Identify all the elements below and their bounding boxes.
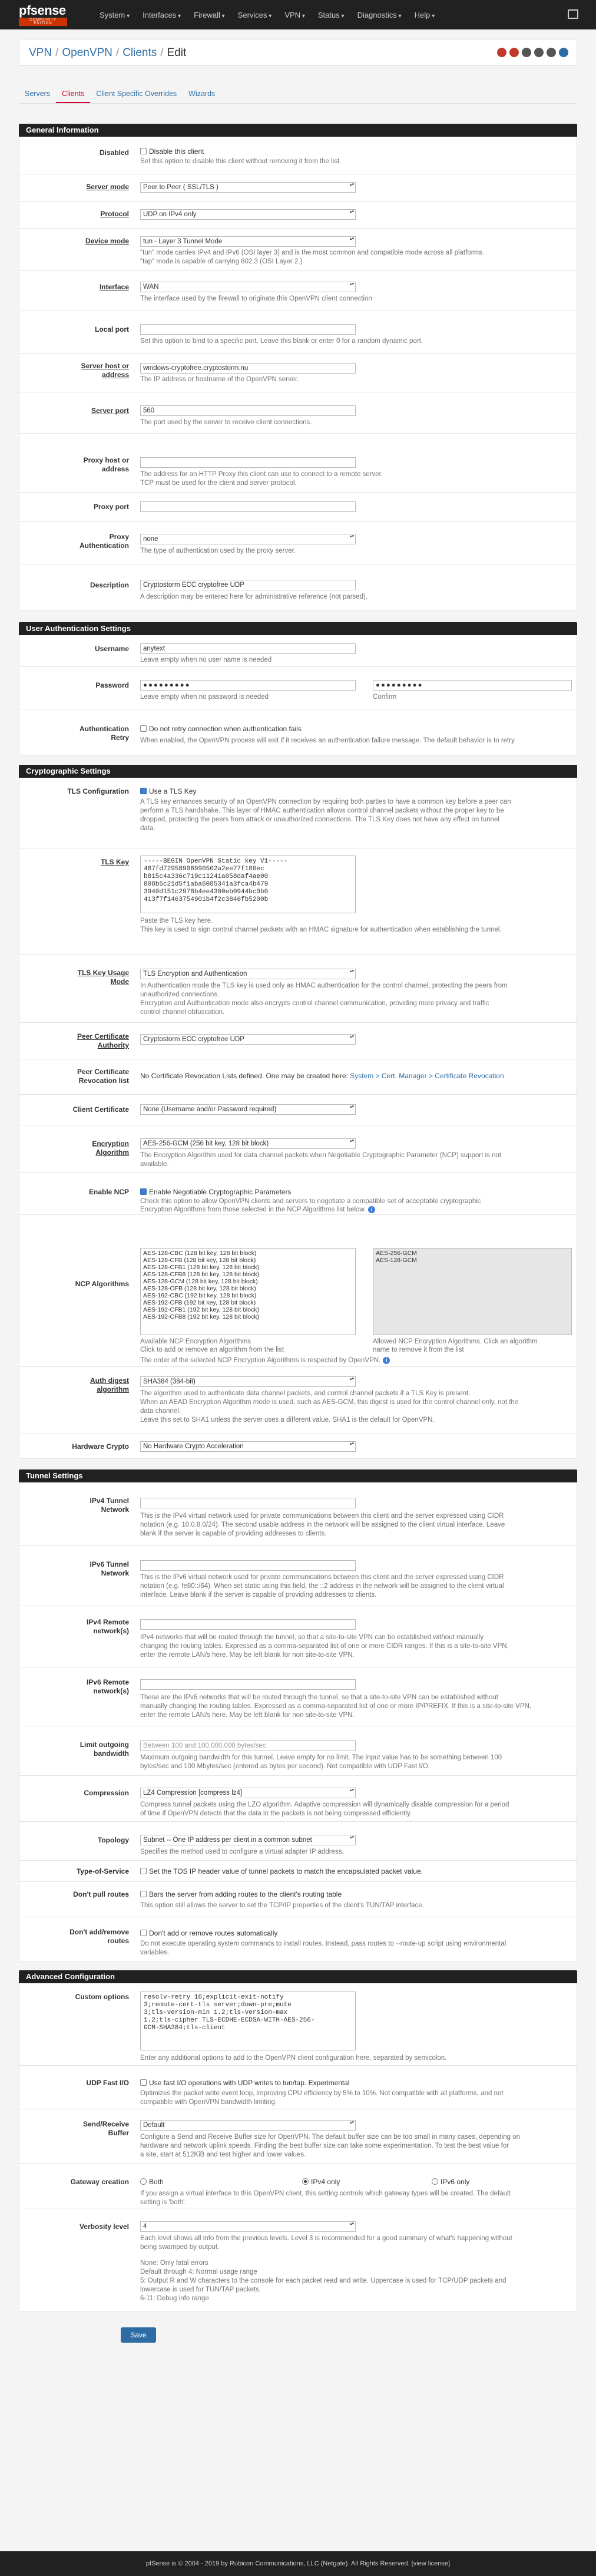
- tls-key-row: TLS Key -----BEGIN OpenVPN Static key V1----- 487fd72958906990502a2ee77f180ec b815c4a336c719c11241a058daf4ae00 808b5c21d5f1aba6085341a3fca4b479 3940d151c2978b4ee4300eb0944bc0b0 413f7f1463754901b4f2c3846fb5200b Paste the TLS key here. This key is used to sign control channel packets with an HMAC signature for authentication when establishing the tunnel.: [19, 848, 577, 955]
- proxy-auth-select[interactable]: none ▴▾: [140, 534, 356, 544]
- breadcrumb-edit: Edit: [167, 47, 187, 59]
- auth-retry-row: Authentication Retry Do not retry connection when authentication fails When enabled, the OpenVPN process will exit if it receives an authentication failure message. The default behavior is to retry.: [19, 709, 577, 755]
- dont-add-routes-row: Don't add/remove routes Don't add or remove routes automatically Do not execute operating system commands to install routes. Instead, pass routes to --route-up script using environmental variables.: [19, 1917, 577, 1962]
- dont-pull-routes-checkbox[interactable]: Bars the server from adding routes to the client's routing table: [140, 1890, 342, 1898]
- client-cert-row: Client Certificate None (Username and/or Password required) ▴▾: [19, 1095, 577, 1125]
- list-item[interactable]: AES-128-GCM (128 bit key, 128 bit block): [143, 1278, 258, 1285]
- topology-select[interactable]: Subnet -- One IP address per client in a common subnet ▴▾: [140, 1835, 356, 1845]
- list-item[interactable]: AES-128-OFB (128 bit key, 128 bit block): [143, 1285, 256, 1292]
- enable-ncp-checkbox[interactable]: Enable Negotiable Cryptographic Parameters: [140, 1188, 291, 1196]
- disabled-checkbox[interactable]: Disable this client: [140, 147, 204, 156]
- list-item[interactable]: AES-128-CBC (128 bit key, 128 bit block): [143, 1250, 257, 1257]
- service-status-icon[interactable]: [497, 48, 506, 57]
- custom-options-textarea[interactable]: resolv-retry 16;explicit-exit-notify 3;remote-cert-tls server;down-pre;mute 3;tls-version-min 1.2;tls-version-max 1.2;tls-cipher TLS-ECDHE-ECDSA-WITH-AES-256- GCM-SHA384;tls-client: [140, 1992, 356, 2050]
- proxy-port-input[interactable]: [140, 501, 356, 512]
- ipv4-remote-network-row: IPv4 Remote network(s) IPv4 networks that will be routed through the tunnel, so that a site-to-site VPN can be established without manually changing the routing tables. Expressed as a comma-separated list of one or more CIDR ranges. If this is a site-to-site VPN, enter the remote LAN/s here. May be left blank for non site-to-site VPN.: [19, 1606, 577, 1667]
- ipv6-tunnel-network-row: IPv6 Tunnel Network This is the IPv6 virtual network used for private communications between this client and the server expressed using CIDR notation (e.g. fe80::/64). When set static using this field, the ::2 address in the network will be assigned to the client virtual interface. Leave blank if the server is capable of providing addresses to clients.: [19, 1546, 577, 1606]
- menu-system[interactable]: System ▾: [93, 11, 136, 19]
- auth-digest-select[interactable]: SHA384 (384-bit) ▴▾: [140, 1376, 356, 1387]
- general-information-header: General Information: [19, 124, 577, 137]
- ipv6-tunnel-network-input[interactable]: [140, 1560, 356, 1571]
- breadcrumb-openvpn[interactable]: OpenVPN: [62, 47, 112, 59]
- tls-config-row: TLS Configuration Use a TLS Key A TLS key enhances security of an OpenVPN connection by requiring both parties to have a common key before a peer can perform a TLS handshake. This layer of HMAC authentication allows control channel packets without the proper key to be dropped, protecting the peers from attack or unauthorized connections. The TLS Key does not have any effect on tunnel data.: [19, 778, 577, 848]
- verbosity-select[interactable]: 4 ▴▾: [140, 2221, 356, 2232]
- interface-row: Interface WAN ▴▾ The interface used by the firewall to originate this OpenVPN client connection: [19, 271, 577, 311]
- pfsense-logo[interactable]: pfsense COMMUNITY EDITION: [19, 4, 90, 26]
- dont-add-routes-checkbox[interactable]: Don't add or remove routes automatically: [140, 1929, 277, 1937]
- encryption-algorithm-select[interactable]: AES-256-GCM (256 bit key, 128 bit block) ▴▾: [140, 1138, 356, 1149]
- tab-client-specific-overrides[interactable]: Client Specific Overrides: [96, 90, 177, 98]
- tls-key-usage-row: TLS Key Usage Mode TLS Encryption and Authentication ▴▾ In Authentication mode the TLS key is used only as HMAC authentication for the control channel, protecting the peers from unauthorized connections. Encryption and Authentication mode also encrypts control channel communication, providing more privacy and traffic control channel obfuscation.: [19, 955, 577, 1023]
- password-confirm-input[interactable]: ●●●●●●●●●: [373, 680, 572, 691]
- gateway-creation-row: Gateway creation Both IPv4 only IPv6 only If you assign a virtual interface to this OpenVPN client, this setting controls which gateway types will be created. The default setting is 'both'.: [19, 2164, 577, 2208]
- breadcrumb-bar: [19, 39, 577, 66]
- menu-services[interactable]: Services ▾: [231, 11, 279, 19]
- tab-servers[interactable]: Servers: [25, 90, 51, 98]
- menu-interfaces[interactable]: Interfaces ▾: [136, 11, 187, 19]
- hardware-crypto-select[interactable]: No Hardware Crypto Acceleration ▴▾: [140, 1441, 356, 1452]
- description-input[interactable]: Cryptostorm ECC cryptofree UDP: [140, 580, 356, 590]
- gateway-ipv4-radio[interactable]: IPv4 only: [302, 2178, 340, 2186]
- send-receive-buffer-select[interactable]: Default ▴▾: [140, 2120, 356, 2131]
- advanced-config-header: Advanced Configuration: [19, 1970, 577, 1983]
- list-item[interactable]: AES-256-GCM: [376, 1250, 418, 1257]
- ncp-available-list[interactable]: [140, 1248, 356, 1335]
- verbosity-row: Verbosity level 4 ▴▾ Each level shows all info from the previous levels. Level 3 is recommended for a good summary of what's happening without being swamped by output. None: Only fatal errors Default through 4: Normal usage range 5: Output R and W characters to the console for each packet read and write. Uppercase is used for TCP/UDP packets and lowercase is used for TUN/TAP packets. 6-11: Debug info range: [19, 2208, 577, 2312]
- info-icon[interactable]: i: [368, 1206, 375, 1213]
- device-mode-select[interactable]: tun - Layer 3 Tunnel Mode ▴▾: [140, 236, 356, 247]
- ipv4-tunnel-network-row: IPv4 Tunnel Network This is the IPv4 virtual network used for private communications between this client and the server expressed using CIDR notation (e.g. 10.0.8.0/24). The second usable address in the network will be assigned to the client virtual interface. Leave blank if the server is capable of providing addresses to clients.: [19, 1482, 577, 1546]
- bandwidth-row: Limit outgoing bandwidth Between 100 and 100,000,000 bytes/sec Maximum outgoing bandwidth for this tunnel. Leave empty for no limit. The input value has to be something between 100 bytes/sec and 100 Mbytes/sec (entered as bytes per second). Not compatible with UDP Fast I/O.: [19, 1726, 577, 1776]
- menu-firewall[interactable]: Firewall ▾: [187, 11, 231, 19]
- server-mode-select[interactable]: Peer to Peer ( SSL/TLS ) ▴▾: [140, 182, 356, 193]
- local-port-row: Local port Set this option to bind to a specific port. Leave this blank or enter 0 for a random dynamic port.: [19, 311, 577, 354]
- ipv6-remote-network-row: IPv6 Remote network(s) These are the IPv6 networks that will be routed through the tunnel, so that a site-to-site VPN can be established without manually changing the routing tables. Expressed as a comma-separated list of one or more IP/PREFIX. If this is a site-to-site VPN, enter the remote LAN/s here. May be left blank for non site-to-site VPN.: [19, 1667, 577, 1726]
- compression-row: Compression LZ4 Compression [compress lz4] ▴▾ Compress tunnel packets using the LZO algorithm. Adaptive compression will dynamically disable compression for a period of time if OpenVPN detects that the data in the packets is not being compressed efficiently.: [19, 1776, 577, 1822]
- server-host-input[interactable]: windows-cryptofree.cryptostorm.nu: [140, 363, 356, 374]
- local-port-input[interactable]: [140, 324, 356, 335]
- server-port-input[interactable]: 560: [140, 405, 356, 416]
- save-button[interactable]: Save: [121, 2327, 156, 2343]
- crypto-header: Cryptographic Settings: [19, 765, 577, 778]
- info-icon[interactable]: i: [383, 1357, 390, 1364]
- device-mode-row: Device mode tun - Layer 3 Tunnel Mode ▴▾ "tun" mode carries IPv4 and IPv6 (OSI layer 3) and is the most common and compatible mode across all platforms. "tap" mode is capable of carrying 802.3 (OSI Layer 2.): [19, 229, 577, 271]
- tunnel-settings-header: Tunnel Settings: [19, 1469, 577, 1482]
- menu-vpn[interactable]: VPN ▾: [278, 11, 312, 19]
- tab-wizards[interactable]: Wizards: [188, 90, 216, 98]
- list-item[interactable]: AES-128-GCM: [376, 1257, 418, 1264]
- server-mode-row: Server mode Peer to Peer ( SSL/TLS ) ▴▾: [19, 174, 577, 202]
- description-row: Description Cryptostorm ECC cryptofree UDP A description may be entered here for administrative reference (not parsed).: [19, 564, 577, 610]
- tos-checkbox[interactable]: Set the TOS IP header value of tunnel packets to match the encapsulated packet value.: [140, 1867, 423, 1875]
- password-input[interactable]: ●●●●●●●●●: [140, 680, 356, 691]
- send-receive-buffer-row: Send/Receive Buffer Default ▴▾ Configure a Send and Receive Buffer size for OpenVPN. The default buffer size can be too small in many cases, depending on hardware and network uplink speeds. Finding the best buffer size can take some experimentation. To test the best value for a site, start at 512KiB and test higher and lower values.: [19, 2109, 577, 2164]
- breadcrumb: VPN / OpenVPN / Clients / Edit: [29, 47, 187, 59]
- breadcrumb-clients[interactable]: Clients: [122, 47, 157, 59]
- list-item[interactable]: AES-128-CFB1 (128 bit key, 128 bit block): [143, 1264, 260, 1271]
- tos-row: Type-of-Service Set the TOS IP header value of tunnel packets to match the encapsulated packet value.: [19, 1861, 577, 1882]
- hardware-crypto-row: Hardware Crypto No Hardware Crypto Acceleration ▴▾: [19, 1434, 577, 1459]
- protocol-select[interactable]: UDP on IPv4 only ▴▾: [140, 209, 356, 220]
- peer-ca-row: Peer Certificate Authority Cryptostorm ECC cryptofree UDP ▴▾: [19, 1023, 577, 1059]
- list-icon[interactable]: [547, 48, 556, 57]
- tab-clients[interactable]: Clients: [56, 87, 90, 103]
- gateway-both-radio[interactable]: Both: [140, 2178, 164, 2186]
- restart-icon[interactable]: [509, 48, 519, 57]
- enable-ncp-row: Enable NCP Enable Negotiable Cryptographic Parameters Check this option to allow OpenVPN clients and servers to negotiate a compatible set of acceptable cryptographic Encryption Algorithms from those selected in the NCP Algorithms list below. i: [19, 1173, 577, 1215]
- logout-icon[interactable]: [568, 9, 578, 19]
- top-navbar: [0, 0, 596, 29]
- shortcut-icons: [497, 48, 568, 57]
- udp-fast-io-checkbox[interactable]: Use fast I/O operations with UDP writes to tun/tap. Experimental: [140, 2079, 350, 2087]
- ipv4-remote-network-input[interactable]: [140, 1619, 356, 1630]
- proxy-host-input[interactable]: [140, 457, 356, 468]
- help-icon[interactable]: [559, 48, 568, 57]
- proxy-host-row: Proxy host or address The address for an HTTP Proxy this client can use to connect to a remote server. TCP must be used for the client and server protocol.: [19, 434, 577, 493]
- ipv4-tunnel-network-input[interactable]: [140, 1498, 356, 1508]
- encryption-algorithm-row: Encryption Algorithm AES-256-GCM (256 bit key, 128 bit block) ▴▾ The Encryption Algorithm used for data channel packets when Negotiable Cryptographic Parameter (NCP) support is not available.: [19, 1125, 577, 1173]
- topology-row: Topology Subnet -- One IP address per client in a common subnet ▴▾ Specifies the method used to configure a virtual adapter IP address.: [19, 1822, 577, 1861]
- password-row: Password ●●●●●●●●● Leave empty when no password is needed ●●●●●●●●● Confirm: [19, 667, 577, 709]
- disabled-row: Disabled Disable this client Set this option to disable this client without removing it from the list.: [19, 137, 577, 174]
- tls-key-usage-select[interactable]: TLS Encryption and Authentication ▴▾: [140, 969, 356, 979]
- protocol-row: Protocol UDP on IPv4 only ▴▾: [19, 202, 577, 229]
- list-item[interactable]: AES-192-CFB (192 bit key, 128 bit block): [143, 1299, 256, 1306]
- peer-ca-select[interactable]: Cryptostorm ECC cryptofree UDP ▴▾: [140, 1034, 356, 1045]
- ncp-algorithms-row: NCP Algorithms AES-128-CBC (128 bit key, 128 bit block) AES-128-CFB (128 bit key, 128 bit block) AES-128-CFB1 (128 bit key, 128 bit block) AES-128-CFB8 (128 bit key, 128 bit block) AES-128-GCM (128 bit key, 128 bit block) AES-128-OFB (128 bit key, 128 bit block) AES-192-CBC (192 bit key, 128 bit block) AES-192-CFB (192 bit key, 128 bit block) AES-192-CFB1 (192 bit key, 128 bit block) AES-192-CFB8 (192 bit key, 128 bit block) AES-256-GCM AES-128-GCM Available NCP Encryption Algorithms Click to add or remove an algorithm from the list Allowed NCP Encryption Algorithms. Click an algorithm name to remove it from the list The order of the selected NCP Encryption Algorithms is respected by OpenVPN. i: [19, 1215, 577, 1367]
- username-row: Username anytext Leave empty when no user name is needed: [19, 635, 577, 667]
- use-tls-key-checkbox[interactable]: Use a TLS Key: [140, 787, 196, 795]
- server-port-row: Server port 560 The port used by the server to receive client connections.: [19, 392, 577, 434]
- proxy-port-row: Proxy port: [19, 493, 577, 522]
- chart-icon[interactable]: [534, 48, 544, 57]
- footer: pfSense is © 2004 - 2019 by Rubicon Communications, LLC (Netgate). All Rights Reserved. [view license]: [0, 2551, 596, 2576]
- tls-key-textarea[interactable]: -----BEGIN OpenVPN Static key V1----- 487fd72958906990502a2ee77f180ec b815c4a336c719c11241a058daf4ae00 808b5c21d5f1aba6085341a3fca4b479 3940d151c2978b4ee4300eb0944bc0b0 413f7f1463754901b4f2c3846fb5200b: [140, 856, 356, 913]
- gateway-ipv6-radio[interactable]: IPv6 only: [432, 2178, 469, 2186]
- list-item[interactable]: AES-192-CBC (192 bit key, 128 bit block): [143, 1292, 257, 1299]
- interface-select[interactable]: WAN ▴▾: [140, 282, 356, 292]
- compression-select[interactable]: LZ4 Compression [compress lz4] ▴▾: [140, 1788, 356, 1798]
- tab-bar: [19, 87, 577, 104]
- cert-manager-link[interactable]: System > Cert. Manager > Certificate Revocation: [350, 1072, 504, 1080]
- menu-diagnostics[interactable]: Diagnostics ▾: [351, 11, 408, 19]
- breadcrumb-vpn[interactable]: VPN: [29, 47, 52, 59]
- peer-crl-row: Peer Certificate Revocation list No Certificate Revocation Lists defined. One may be created here: System > Cert. Manager > Certificate Revocation: [19, 1059, 577, 1095]
- logs-icon[interactable]: [522, 48, 531, 57]
- custom-options-row: Custom options resolv-retry 16;explicit-exit-notify 3;remote-cert-tls server;down-pre;mute 3;tls-version-min 1.2;tls-version-max 1.2;tls-cipher TLS-ECDHE-ECDSA-WITH-AES-256- GCM-SHA384;tls-client Enter any additional options to add to the OpenVPN client configuration here, separated by semicolon.: [19, 1983, 577, 2066]
- list-item[interactable]: AES-128-CFB (128 bit key, 128 bit block): [143, 1257, 256, 1264]
- menu-help[interactable]: Help ▾: [408, 11, 442, 19]
- username-input[interactable]: anytext: [140, 643, 356, 654]
- client-cert-select[interactable]: None (Username and/or Password required) ▴▾: [140, 1104, 356, 1115]
- list-item[interactable]: AES-128-CFB8 (128 bit key, 128 bit block): [143, 1271, 260, 1278]
- list-item[interactable]: AES-192-CFB1 (192 bit key, 128 bit block): [143, 1306, 260, 1313]
- auth-digest-row: Auth digest algorithm SHA384 (384-bit) ▴▾ The algorithm used to authenticate data channel packets, and control channel packets if a TLS Key is present. When an AEAD Encryption Algorithm mode is used, such as AES-GCM, this digest is used for the control channel only, not the data channel. Leave this set to SHA1 unless the server uses a different value. SHA1 is the default for OpenVPN.: [19, 1367, 577, 1434]
- udp-fast-io-row: UDP Fast I/O Use fast I/O operations with UDP writes to tun/tap. Experimental Optimizes the packet write event loop, improving CPU efficiency by 5% to 10%. Not compatible with all platforms, and not compatible with OpenVPN bandwidth limiting.: [19, 2066, 577, 2109]
- server-host-row: Server host or address windows-cryptofree.cryptostorm.nu The IP address or hostname of the OpenVPN server.: [19, 354, 577, 392]
- dont-pull-routes-row: Don't pull routes Bars the server from adding routes to the client's routing table This option still allows the server to set the TCP/IP properties of the client's TUN/TAP interface.: [19, 1882, 577, 1917]
- list-item[interactable]: AES-192-CFB8 (192 bit key, 128 bit block): [143, 1313, 260, 1320]
- menu-status[interactable]: Status ▾: [312, 11, 351, 19]
- proxy-auth-row: Proxy Authentication none ▴▾ The type of authentication used by the proxy server.: [19, 522, 577, 564]
- ncp-allowed-list[interactable]: [373, 1248, 572, 1335]
- user-auth-header: User Authentication Settings: [19, 622, 577, 635]
- auth-retry-checkbox[interactable]: Do not retry connection when authentication fails: [140, 725, 302, 733]
- main-menu: [93, 11, 441, 19]
- ipv6-remote-network-input[interactable]: [140, 1679, 356, 1690]
- bandwidth-input[interactable]: Between 100 and 100,000,000 bytes/sec: [140, 1741, 356, 1751]
